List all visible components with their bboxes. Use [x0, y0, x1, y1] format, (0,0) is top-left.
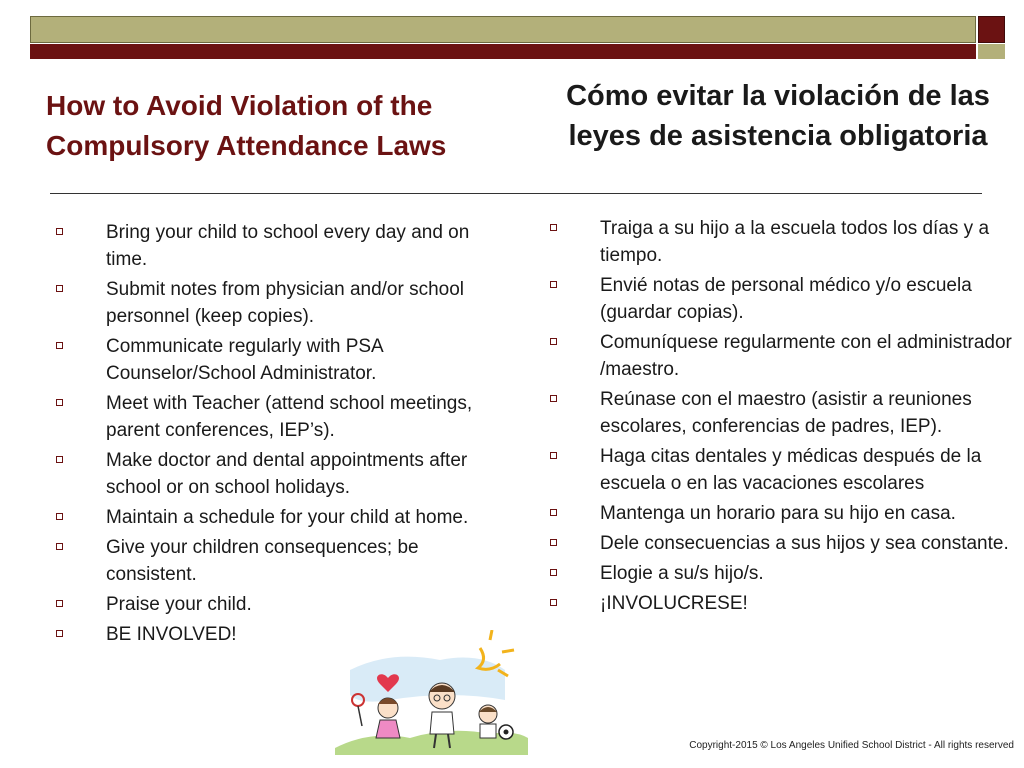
list-item-text: Maintain a schedule for your child at home. — [106, 507, 469, 528]
list-item-text: Haga citas dentales y médicas después de la escuela o en las vacaciones escolares — [600, 446, 982, 494]
list-item-text: Elogie a su/s hijo/s. — [600, 563, 764, 584]
list-item-text: Praise your child. — [106, 594, 252, 615]
banner-maroon-bar — [30, 44, 976, 59]
list-item-text: Mantenga un horario para su hijo en casa. — [600, 503, 956, 524]
list-item — [544, 386, 1014, 440]
square-bullet-icon — [550, 509, 557, 516]
square-bullet-icon — [56, 630, 63, 637]
title-spanish: Cómo evitar la violación de las leyes de asistencia obligatoria — [566, 80, 990, 152]
square-bullet-icon — [56, 456, 63, 463]
list-item — [50, 504, 480, 531]
square-bullet-icon — [550, 539, 557, 546]
list-item — [544, 215, 1014, 269]
spanish-bullet-list — [544, 215, 1014, 620]
list-item-text: Submit notes from physician and/or school personnel (keep copies). — [106, 279, 465, 327]
list-item-text: Make doctor and dental appointments after school or on school holidays. — [106, 450, 468, 498]
list-item — [50, 591, 480, 618]
english-bullet-list — [50, 219, 480, 651]
copyright-notice: Copyright-2015 © Los Angeles Unified School District - All rights reserved — [689, 740, 1014, 751]
square-bullet-icon — [56, 543, 63, 550]
title-divider — [50, 193, 982, 194]
list-item-text: Comuníquese regularmente con el administrador /maestro. — [600, 332, 1012, 380]
square-bullet-icon — [550, 395, 557, 402]
square-bullet-icon — [550, 281, 557, 288]
square-bullet-icon — [56, 342, 63, 349]
square-bullet-icon — [56, 399, 63, 406]
list-item-text: Dele consecuencias a sus hijos y sea constante. — [600, 533, 1009, 554]
square-bullet-icon — [56, 228, 63, 235]
square-bullet-icon — [56, 285, 63, 292]
banner-corner-maroon — [978, 16, 1005, 43]
list-item — [50, 333, 480, 387]
list-item — [544, 329, 1014, 383]
family-drawing-icon — [330, 630, 530, 755]
square-bullet-icon — [56, 513, 63, 520]
header-banner — [30, 16, 1005, 59]
square-bullet-icon — [550, 599, 557, 606]
list-item — [50, 534, 480, 588]
list-item-text: Communicate regularly with PSA Counselor/School Administrator. — [106, 336, 383, 384]
list-item-text: Meet with Teacher (attend school meetings, parent conferences, IEP’s). — [106, 393, 473, 441]
banner-olive-bar — [30, 16, 976, 43]
list-item — [544, 500, 1014, 527]
square-bullet-icon — [550, 569, 557, 576]
square-bullet-icon — [550, 224, 557, 231]
title-english: How to Avoid Violation of the Compulsory Attendance Laws — [46, 90, 447, 161]
list-item — [544, 560, 1014, 587]
list-item — [544, 272, 1014, 326]
square-bullet-icon — [550, 338, 557, 345]
list-item-text: Reúnase con el maestro (asistir a reuniones escolares, conferencias de padres, IEP). — [600, 389, 972, 437]
list-item-text: BE INVOLVED! — [106, 624, 237, 645]
list-item — [544, 530, 1014, 557]
square-bullet-icon — [550, 452, 557, 459]
list-item-text: Traiga a su hijo a la escuela todos los días y a tiempo. — [600, 218, 990, 266]
square-bullet-icon — [56, 600, 63, 607]
banner-corner-olive — [978, 44, 1005, 59]
list-item — [50, 219, 480, 273]
list-item-text: ¡INVOLUCRESE! — [600, 593, 748, 614]
list-item — [544, 590, 1014, 617]
list-item — [50, 390, 480, 444]
list-item-text: Give your children consequences; be consistent. — [106, 537, 419, 585]
list-item — [50, 447, 480, 501]
list-item-text: Bring your child to school every day and on time. — [106, 222, 470, 270]
list-item — [544, 443, 1014, 497]
list-item-text: Envié notas de personal médico y/o escuela (guardar copias). — [600, 275, 972, 323]
list-item — [50, 276, 480, 330]
